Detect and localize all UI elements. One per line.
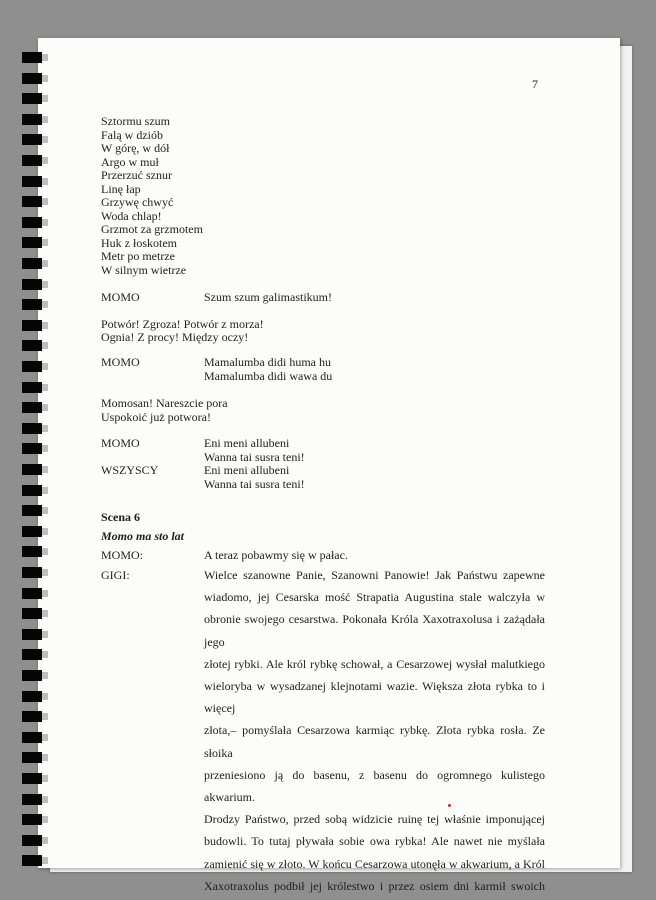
dialogue-line: Mamalumba didi huma hu bbox=[204, 355, 331, 369]
binding-hole bbox=[22, 464, 42, 475]
verse-line: Falą w dziób bbox=[101, 128, 163, 142]
dialogue-line: Eni meni allubeni bbox=[204, 436, 290, 450]
speech-line: Xaxotraxolus podbił jej królestwo i przez osiem dni karmił swoich bbox=[204, 878, 545, 893]
binding-hole bbox=[22, 52, 42, 63]
speaker-wszyscy: WSZYSCY bbox=[101, 463, 159, 477]
binding-hole bbox=[22, 752, 42, 763]
speaker-gigi: GIGI: bbox=[101, 568, 130, 582]
verse-line: W silnym wietrze bbox=[101, 263, 187, 277]
binding-hole bbox=[22, 176, 42, 187]
binding-hole bbox=[22, 196, 42, 207]
binding-hole bbox=[22, 402, 42, 413]
binding-hole bbox=[22, 773, 42, 784]
binding-hole bbox=[22, 649, 42, 660]
speech-line: Drodzy Państwo, przed sobą widzicie ruinę tej właśnie imponującej bbox=[204, 812, 545, 827]
binding-hole bbox=[22, 711, 42, 722]
dialogue-line: Eni meni allubeni bbox=[204, 463, 290, 477]
binding-hole bbox=[22, 320, 42, 331]
binding-hole bbox=[22, 835, 42, 846]
dialogue-line: Wanna tai susra teni! bbox=[204, 477, 305, 491]
speech-line: wieloryba w wysadzanej klejnotami wazie. Większa złota rybka to i więcej bbox=[204, 679, 545, 716]
scene-heading: Scena 6 bbox=[101, 510, 140, 524]
binding-hole bbox=[22, 732, 42, 743]
speech-line: złotej rybki. Ale król rybkę schował, a Cesarzowej wysłał malutkiego bbox=[204, 656, 545, 671]
binding-hole bbox=[22, 423, 42, 434]
ink-speck bbox=[448, 804, 451, 807]
dialogue-line: Momosan! Nareszcie pora bbox=[101, 396, 228, 410]
speech-line: zamienić się w złoto. W końcu Cesarzowa utonęła w akwarium, a Król bbox=[204, 856, 545, 871]
binding-hole bbox=[22, 134, 42, 145]
binding-hole bbox=[22, 443, 42, 454]
verse-line: Argo w muł bbox=[101, 155, 159, 169]
binding-hole bbox=[22, 258, 42, 269]
spiral-binding bbox=[22, 40, 48, 870]
speech-line: obronie swojego cesarstwa. Pokonała Króla Xaxotraxolusa i zażądała jego bbox=[204, 612, 545, 649]
binding-hole bbox=[22, 629, 42, 640]
binding-hole bbox=[22, 505, 42, 516]
verse-line: Metr po metrze bbox=[101, 249, 175, 263]
binding-hole bbox=[22, 237, 42, 248]
gigi-speech bbox=[204, 564, 545, 897]
verse-line: Grzmot za grzmotem bbox=[101, 222, 203, 236]
speaker-momo: MOMO bbox=[101, 436, 140, 450]
binding-hole bbox=[22, 814, 42, 825]
page-number: 7 bbox=[532, 77, 538, 91]
dialogue-line: Potwór! Zgroza! Potwór z morza! bbox=[101, 317, 264, 331]
binding-hole bbox=[22, 608, 42, 619]
verse-line: Przerzuć sznur bbox=[101, 168, 172, 182]
speaker-momo: MOMO: bbox=[101, 548, 144, 562]
binding-hole bbox=[22, 691, 42, 702]
verse-line: Sztormu szum bbox=[101, 114, 170, 128]
dialogue-line: Mamalumba didi wawa du bbox=[204, 369, 333, 383]
binding-hole bbox=[22, 340, 42, 351]
dialogue-line: Ognia! Z procy! Między oczy! bbox=[101, 330, 249, 344]
binding-hole bbox=[22, 526, 42, 537]
binding-hole bbox=[22, 546, 42, 557]
dialogue-line: Wanna tai susra teni! bbox=[204, 450, 305, 464]
binding-hole bbox=[22, 588, 42, 599]
binding-hole bbox=[22, 73, 42, 84]
speech-line: budowli. To tutaj pływała sobie owa rybka! Ale nawet nie myślała bbox=[204, 834, 545, 849]
dialogue-line: Uspokoić już potwora! bbox=[101, 410, 211, 424]
binding-hole bbox=[22, 382, 42, 393]
binding-hole bbox=[22, 299, 42, 310]
speech-line: wiadomo, jej Cesarska mość Strapatia Augustina stale walczyła w bbox=[204, 590, 545, 605]
verse-line: Huk z łoskotem bbox=[101, 236, 177, 250]
binding-hole bbox=[22, 361, 42, 372]
speaker-momo: MOMO bbox=[101, 355, 140, 369]
binding-hole bbox=[22, 855, 42, 866]
verse-line: Woda chlap! bbox=[101, 209, 162, 223]
speech-line: złota,– pomyślała Cesarzowa karmiąc rybkę. Złota rybka rosła. Ze słoika bbox=[204, 723, 545, 760]
scene-subtitle: Momo ma sto lat bbox=[101, 529, 185, 543]
binding-hole bbox=[22, 485, 42, 496]
speech-line: Wielce szanowne Panie, Szanowni Panowie! Jak Państwu zapewne bbox=[204, 568, 545, 582]
dialogue-line: A teraz pobawmy się w pałac. bbox=[204, 548, 348, 562]
speech-line: przeniesiono ją do basenu, z basenu do ogromnego kulistego akwarium. bbox=[204, 767, 545, 805]
dialogue-line: Szum szum galimastikum! bbox=[204, 290, 332, 304]
binding-hole bbox=[22, 670, 42, 681]
verse-line: Grzywę chwyć bbox=[101, 195, 174, 209]
binding-hole bbox=[22, 93, 42, 104]
verse-line: W górę, w dół bbox=[101, 141, 170, 155]
binding-hole bbox=[22, 155, 42, 166]
binding-hole bbox=[22, 567, 42, 578]
binding-hole bbox=[22, 794, 42, 805]
speaker-momo: MOMO bbox=[101, 290, 140, 304]
binding-hole bbox=[22, 279, 42, 290]
binding-hole bbox=[22, 217, 42, 228]
verse-line: Linę łap bbox=[101, 182, 141, 196]
binding-hole bbox=[22, 114, 42, 125]
